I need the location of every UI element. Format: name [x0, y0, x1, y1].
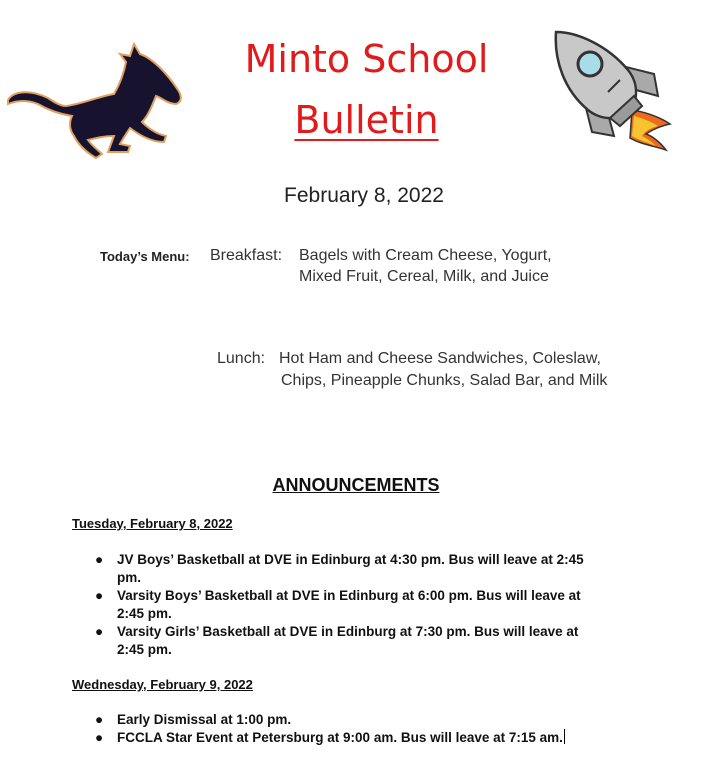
- list-item: [95, 711, 655, 729]
- bulletin-date: February 8, 2022: [284, 184, 444, 207]
- item-line2: pm.: [117, 570, 142, 585]
- lunch-label: Lunch:: [217, 350, 266, 367]
- menu-breakfast-row: [100, 248, 190, 266]
- item-line1: Varsity Boys’ Basketball at DVE in Edinburg at 6:00 pm. Bus will leave at: [117, 588, 581, 603]
- bullet-icon: ●: [95, 588, 104, 603]
- page-title: Minto School: [244, 37, 489, 81]
- day-heading: Tuesday, February 8, 2022: [72, 516, 233, 531]
- bullet-icon: ●: [95, 712, 104, 727]
- bullet-icon: ●: [95, 624, 104, 639]
- item-line1: JV Boys’ Basketball at DVE in Edinburg at 4:30 pm. Bus will leave at 2:45: [117, 552, 584, 567]
- list-item: [95, 551, 655, 587]
- bullet-icon: ●: [95, 730, 104, 745]
- list-item: [95, 587, 655, 623]
- lunch-items-line1: Hot Ham and Cheese Sandwiches, Coleslaw,: [279, 350, 601, 367]
- lunch-items-line2: Chips, Pineapple Chunks, Salad Bar, and Milk: [281, 372, 608, 389]
- page-subtitle: Bulletin: [294, 98, 439, 142]
- breakfast-items-line1: Bagels with Cream Cheese, Yogurt,: [299, 247, 552, 264]
- list-item: [95, 623, 655, 659]
- item-line1: Varsity Girls’ Basketball at DVE in Edinburg at 7:30 pm. Bus will leave at: [117, 624, 579, 639]
- item-line1: FCCLA Star Event at Petersburg at 9:00 am. Bus will leave at 7:15 am.: [117, 730, 563, 745]
- breakfast-items-line2: Mixed Fruit, Cereal, Milk, and Juice: [299, 268, 549, 285]
- menu-label: Today’s Menu:: [100, 249, 190, 264]
- announcements-heading: ANNOUNCEMENTS: [272, 475, 440, 495]
- rocket-icon: [548, 26, 680, 154]
- item-line1: Early Dismissal at 1:00 pm.: [117, 712, 292, 727]
- text-cursor: [564, 729, 565, 744]
- item-line2: 2:45 pm.: [117, 606, 172, 621]
- announcement-list: [95, 711, 655, 747]
- day-heading: Wednesday, February 9, 2022: [72, 677, 253, 692]
- list-item: [95, 729, 655, 747]
- announcement-list: [95, 551, 655, 659]
- breakfast-label: Breakfast:: [210, 247, 283, 264]
- bullet-icon: ●: [95, 552, 104, 567]
- item-line2: 2:45 pm.: [117, 642, 172, 657]
